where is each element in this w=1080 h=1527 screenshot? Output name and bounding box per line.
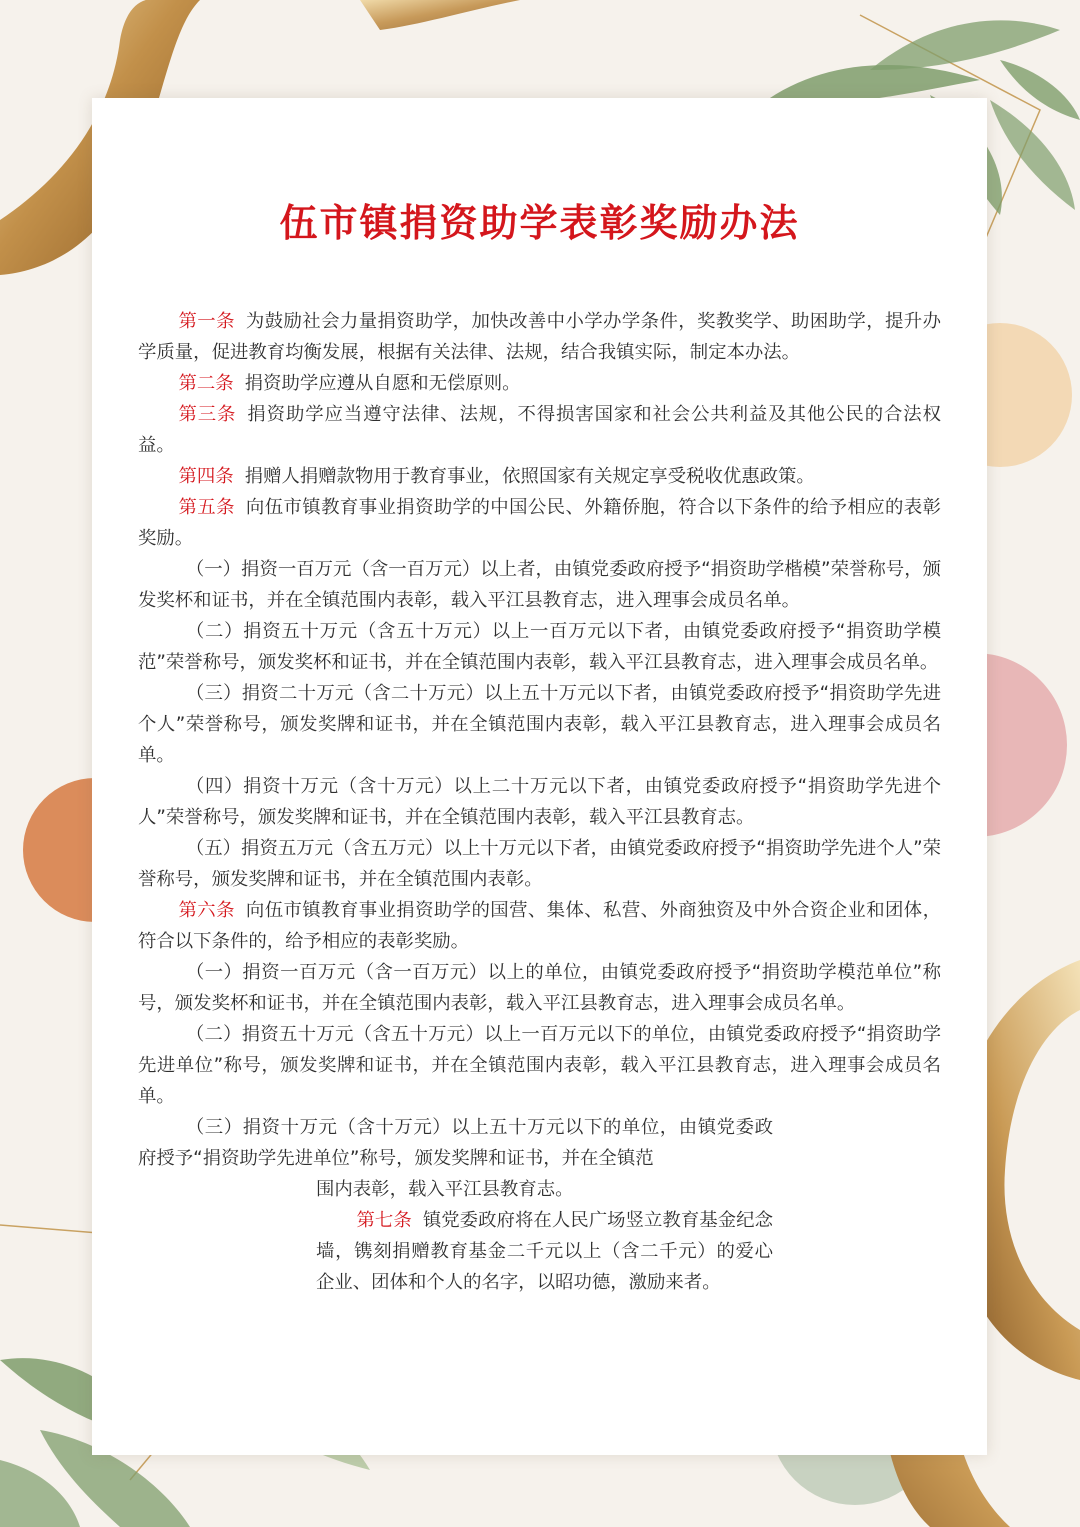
article-5-item-5: （五）捐资五万元（含五万元）以上十万元以下者，由镇党委政府授予“捐资助学先进个人”荣誉称号，颁发奖牌和证书，并在全镇范围内表彰。 [138, 838, 941, 890]
article-text: 为鼓励社会力量捐资助学，加快改善中小学办学条件，奖教奖学、助困助学，提升办学质量，促进教育均衡发展，根据有关法律、法规，结合我镇实际，制定本办法。 [138, 311, 941, 363]
article-label: 第一条 [178, 311, 235, 332]
article-7 [316, 1205, 773, 1298]
article-label: 第五条 [178, 497, 235, 518]
article-4 [138, 461, 941, 492]
article-text: 向伍市镇教育事业捐资助学的中国公民、外籍侨胞，符合以下条件的给予相应的表彰奖励。 [138, 497, 941, 549]
article-3 [138, 399, 941, 461]
article-5-item-4: （四）捐资十万元（含十万元）以上二十万元以下者，由镇党委政府授予“捐资助学先进个人”荣誉称号，颁发奖牌和证书，并在全镇范围内表彰，载入平江县教育志。 [138, 776, 941, 828]
article-6-item-2: （二）捐资五十万元（含五十万元）以上一百万元以下的单位，由镇党委政府授予“捐资助学先进单位”称号，颁发奖牌和证书，并在全镇范围内表彰，载入平江县教育志，进入理事会成员名单。 [138, 1024, 941, 1107]
article-6-item-3: （三）捐资十万元（含十万元）以上五十万元以下的单位，由镇党委政府授予“捐资助学先进单位”称号，颁发奖牌和证书，并在全镇范 [138, 1117, 773, 1169]
article-text: 镇党委政府将在人民广场竖立教育基金纪念墙，镌刻捐赠教育基金二千元以上（含二千元）的爱心企业、团体和个人的名字，以昭功德，激励来者。 [316, 1210, 773, 1293]
article-6-item-1: （一）捐资一百万元（含一百万元）以上的单位，由镇党委政府授予“捐资助学模范单位”称号，颁发奖杯和证书，并在全镇范围内表彰，载入平江县教育志，进入理事会成员名单。 [138, 962, 941, 1014]
document-body [138, 306, 941, 1298]
article-5-item-2: （二）捐资五十万元（含五十万元）以上一百万元以下者，由镇党委政府授予“捐资助学模范”荣誉称号，颁发奖杯和证书，并在全镇范围内表彰，载入平江县教育志，进入理事会成员名单。 [138, 621, 941, 673]
article-text: 向伍市镇教育事业捐资助学的国营、集体、私营、外商独资及中外合资企业和团体，符合以下条件的，给予相应的表彰奖励。 [138, 900, 941, 952]
article-text: 捐资助学应遵从自愿和无偿原则。 [244, 373, 521, 394]
page-title: 伍市镇捐资助学表彰奖励办法 [279, 200, 800, 245]
article-5-item-3: （三）捐资二十万元（含二十万元）以上五十万元以下者，由镇党委政府授予“捐资助学先进个人”荣誉称号，颁发奖牌和证书，并在全镇范围内表彰，载入平江县教育志，进入理事会成员名单。 [138, 683, 941, 766]
article-label: 第七条 [356, 1210, 412, 1231]
article-text: 捐赠人捐赠款物用于教育事业，依照国家有关规定享受税收优惠政策。 [244, 466, 815, 487]
article-6 [138, 895, 941, 957]
article-2 [138, 368, 941, 399]
article-label: 第三条 [178, 404, 237, 425]
article-label: 第四条 [178, 466, 234, 487]
article-1 [138, 306, 941, 368]
article-6-item-3-continued: 围内表彰，载入平江县教育志。 [316, 1179, 574, 1200]
gold-ribbon-top [360, 0, 520, 30]
article-label: 第二条 [178, 373, 234, 394]
article-label: 第六条 [178, 900, 235, 921]
article-5 [138, 492, 941, 554]
article-5-item-1: （一）捐资一百万元（含一百万元）以上者，由镇党委政府授予“捐资助学楷模”荣誉称号，颁发奖杯和证书，并在全镇范围内表彰，载入平江县教育志，进入理事会成员名单。 [138, 559, 941, 611]
article-text: 捐资助学应当遵守法律、法规，不得损害国家和社会公共利益及其他公民的合法权益。 [138, 404, 941, 456]
